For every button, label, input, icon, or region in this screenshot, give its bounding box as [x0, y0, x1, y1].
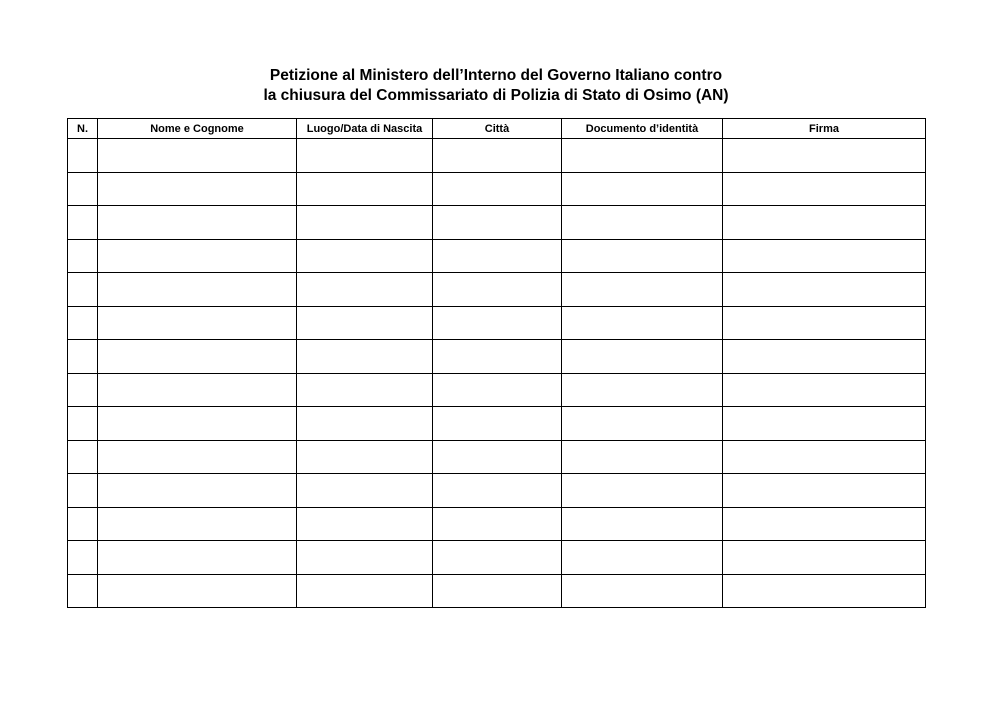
- cell-birth-place-date: [297, 407, 433, 441]
- document-title: [0, 66, 992, 106]
- cell-signature: [723, 139, 926, 173]
- cell-signature: [723, 239, 926, 273]
- cell-id-document: [562, 172, 723, 206]
- header-name: Nome e Cognome: [98, 119, 297, 139]
- cell-birth-place-date: [297, 306, 433, 340]
- cell-id-document: [562, 440, 723, 474]
- cell-signature: [723, 541, 926, 575]
- cell-city: [433, 306, 562, 340]
- cell-birth-place-date: [297, 139, 433, 173]
- cell-number: [68, 306, 98, 340]
- title-line-2: la chiusura del Commissariato di Polizia di Stato di Osimo (AN): [263, 87, 729, 104]
- header-id-document: Documento d’identità: [562, 119, 723, 139]
- cell-city: [433, 541, 562, 575]
- cell-name: [98, 273, 297, 307]
- cell-name: [98, 574, 297, 608]
- cell-id-document: [562, 507, 723, 541]
- cell-city: [433, 373, 562, 407]
- cell-signature: [723, 206, 926, 240]
- header-number: N.: [68, 119, 98, 139]
- title-line-1: Petizione al Ministero dell’Interno del Governo Italiano contro: [269, 67, 723, 84]
- table-row: [68, 172, 926, 206]
- cell-name: [98, 340, 297, 374]
- cell-id-document: [562, 574, 723, 608]
- cell-name: [98, 206, 297, 240]
- table-row: [68, 239, 926, 273]
- cell-signature: [723, 407, 926, 441]
- cell-number: [68, 239, 98, 273]
- cell-number: [68, 440, 98, 474]
- cell-birth-place-date: [297, 206, 433, 240]
- cell-number: [68, 139, 98, 173]
- table-row: [68, 373, 926, 407]
- cell-id-document: [562, 206, 723, 240]
- table-row: [68, 206, 926, 240]
- cell-id-document: [562, 239, 723, 273]
- cell-id-document: [562, 273, 723, 307]
- cell-name: [98, 139, 297, 173]
- cell-birth-place-date: [297, 440, 433, 474]
- cell-id-document: [562, 373, 723, 407]
- cell-birth-place-date: [297, 273, 433, 307]
- cell-city: [433, 407, 562, 441]
- cell-number: [68, 407, 98, 441]
- cell-birth-place-date: [297, 172, 433, 206]
- cell-name: [98, 373, 297, 407]
- cell-city: [433, 440, 562, 474]
- cell-number: [68, 273, 98, 307]
- cell-id-document: [562, 474, 723, 508]
- table-row: [68, 541, 926, 575]
- table-row: [68, 574, 926, 608]
- cell-city: [433, 340, 562, 374]
- cell-signature: [723, 340, 926, 374]
- cell-city: [433, 139, 562, 173]
- table-row: [68, 139, 926, 173]
- cell-birth-place-date: [297, 239, 433, 273]
- cell-birth-place-date: [297, 474, 433, 508]
- table-row: [68, 507, 926, 541]
- cell-birth-place-date: [297, 541, 433, 575]
- cell-name: [98, 474, 297, 508]
- cell-number: [68, 340, 98, 374]
- header-signature: Firma: [723, 119, 926, 139]
- cell-name: [98, 407, 297, 441]
- cell-signature: [723, 474, 926, 508]
- table-row: [68, 306, 926, 340]
- cell-number: [68, 206, 98, 240]
- table-row: [68, 340, 926, 374]
- cell-birth-place-date: [297, 340, 433, 374]
- cell-id-document: [562, 139, 723, 173]
- cell-name: [98, 172, 297, 206]
- cell-id-document: [562, 340, 723, 374]
- cell-city: [433, 172, 562, 206]
- cell-signature: [723, 507, 926, 541]
- table-row: [68, 440, 926, 474]
- cell-signature: [723, 172, 926, 206]
- header-city: Città: [433, 119, 562, 139]
- cell-birth-place-date: [297, 373, 433, 407]
- cell-city: [433, 206, 562, 240]
- header-row: [68, 119, 926, 139]
- cell-name: [98, 239, 297, 273]
- cell-signature: [723, 306, 926, 340]
- signature-table: [67, 118, 926, 608]
- table-row: [68, 474, 926, 508]
- cell-id-document: [562, 306, 723, 340]
- cell-number: [68, 373, 98, 407]
- cell-signature: [723, 273, 926, 307]
- cell-id-document: [562, 407, 723, 441]
- cell-number: [68, 574, 98, 608]
- cell-city: [433, 574, 562, 608]
- cell-signature: [723, 574, 926, 608]
- cell-name: [98, 507, 297, 541]
- cell-birth-place-date: [297, 574, 433, 608]
- table-body: [68, 139, 926, 608]
- cell-name: [98, 440, 297, 474]
- cell-signature: [723, 440, 926, 474]
- cell-birth-place-date: [297, 507, 433, 541]
- cell-number: [68, 172, 98, 206]
- cell-name: [98, 541, 297, 575]
- cell-name: [98, 306, 297, 340]
- table-row: [68, 273, 926, 307]
- cell-signature: [723, 373, 926, 407]
- cell-id-document: [562, 541, 723, 575]
- cell-city: [433, 239, 562, 273]
- cell-number: [68, 507, 98, 541]
- cell-city: [433, 273, 562, 307]
- table-row: [68, 407, 926, 441]
- cell-city: [433, 474, 562, 508]
- cell-number: [68, 474, 98, 508]
- cell-city: [433, 507, 562, 541]
- cell-number: [68, 541, 98, 575]
- header-birth-place-date: Luogo/Data di Nascita: [297, 119, 433, 139]
